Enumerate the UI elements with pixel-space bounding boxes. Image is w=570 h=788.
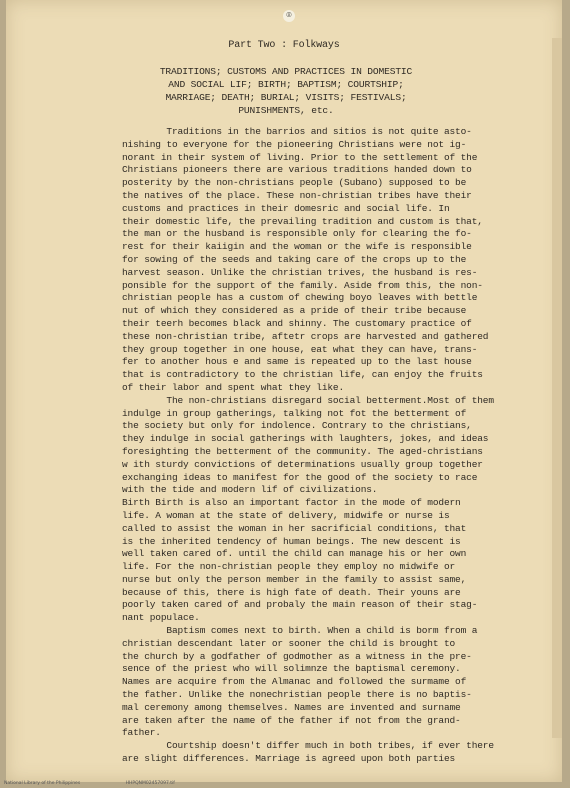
body-line: they group together in one house, eat what they can have, trans-: [122, 343, 478, 355]
body-text: [122, 126, 562, 766]
body-line: mal ceremony among themselves. Names are invented and surname: [122, 701, 461, 713]
body-line: Names are acquire from the Almanac and followed the surmame of: [122, 676, 467, 688]
body-line: called to assist the woman in her sacrificial conditions, that: [122, 522, 467, 534]
body-line: the society but only for indolence. Contrary to the christians,: [122, 420, 472, 432]
body-line: the father. Unlike the nonechristian people there is no baptis-: [122, 689, 472, 701]
body-line: life. For the non-christian people they employ no midwife or: [122, 561, 456, 573]
subhead-line: AND SOCIAL LIF; BIRTH; BAPTISM; COURTSHIP;: [168, 79, 404, 90]
body-line: Baptism comes next to birth. When a child is borm from a: [122, 625, 478, 637]
body-line: they indulge in social gatherings with laughters, jokes, and ideas: [122, 433, 489, 445]
body-line: poorly taken cared of and probaly the main reason of their stag-: [122, 599, 478, 611]
body-line: that is contradictory to the christian life, can enjoy the fruits: [122, 369, 483, 381]
section-subhead: [106, 65, 466, 117]
body-line: Birth Birth is also an important factor in the mode of modern: [122, 497, 461, 509]
body-line: The non-christians disregard social betterment.Most of them: [122, 394, 494, 406]
body-line: Courtship doesn't differ much in both tribes, if ever there: [122, 740, 494, 752]
body-line: posterity by the non-christians people (Subano) supposed to be: [122, 177, 467, 189]
body-line: exchanging ideas to manifest for the good of the society to race: [122, 471, 478, 483]
body-line: nant populace.: [122, 612, 200, 624]
body-line: rest for their kaiigin and the woman or the wife is responsible: [122, 241, 472, 253]
body-line: harvest season. Unlike the christian trives, the husband is res-: [122, 266, 478, 278]
body-line: life. A woman at the state of delivery, midwife or nurse is: [122, 509, 450, 521]
body-line: nishing to everyone for the pioneering Christians were not ig-: [122, 138, 467, 150]
page-title: Part Two : Folkways: [228, 40, 340, 51]
body-line: with the tide and modern lif of civilizations.: [122, 484, 378, 496]
subhead-line: TRADITIONS; CUSTOMS AND PRACTICES IN DOMESTIC: [159, 66, 413, 77]
body-line: indulge in group gatherings, talking not fot the betterment of: [122, 407, 467, 419]
body-line: the man or the husband is responsible only for clearing the fo-: [122, 228, 472, 240]
body-line: these non-christian tribe, aftetr crops are harvested and gathered: [122, 330, 489, 342]
body-line: well taken cared of. until the child can manage his or her own: [122, 548, 467, 560]
body-line: for sowing of the seeds and taking care of the crops up to the: [122, 253, 467, 265]
subhead-line: PUNISHMENTS, etc.: [238, 105, 334, 116]
body-line: ponsible for the support of the family. Aside from this, the non-: [122, 279, 483, 291]
body-line: w ith sturdy convictions of determinations usually group together: [122, 458, 483, 470]
body-line: because of this, there is high fate of death. Their youns are: [122, 586, 461, 598]
body-line: nut of which they considered as a pride of their tribe because: [122, 305, 467, 317]
body-line: their teerh becomes black and shinny. The customary practice of: [122, 317, 472, 329]
body-line: norant in their system of living. Prior to the settlement of the: [122, 151, 478, 163]
body-line: fer to another hous e and same is repeated up to the last house: [122, 356, 472, 368]
body-line: sence of the priest who will solimnze the baptismal ceremony.: [122, 663, 461, 675]
footer-source: National Library of the Philippines: [4, 781, 81, 786]
document-page: [6, 0, 562, 782]
body-line: are taken after the name of the father if not from the grand-: [122, 714, 461, 726]
body-line: Christians pioneers there are various traditions handed down to: [122, 164, 472, 176]
body-line: christian descendant later or sooner the child is brought to: [122, 637, 456, 649]
body-line: their domestic life, the prevailing tradition and custom is that,: [122, 215, 483, 227]
body-line: Traditions in the barrios and sitios is not quite asto-: [122, 126, 472, 137]
body-line: nurse but only the person member in the family to assist same,: [122, 573, 467, 585]
body-line: of their labor and spent what they like.: [122, 381, 345, 393]
body-line: are slight differences. Marriage is agreed upon both parties: [122, 753, 456, 765]
page-marker-icon: ⌾: [283, 10, 295, 22]
body-line: the natives of the place. These non-christian tribes have their: [122, 189, 472, 201]
body-line: customs and practices in their domesric and social life. In: [122, 202, 450, 214]
subhead-line: MARRIAGE; DEATH; BURIAL; VISITS; FESTIVALS;: [165, 92, 407, 103]
scan-footer: [0, 781, 570, 786]
footer-filename: HHPQNM02457097.tif: [125, 781, 175, 786]
body-line: christian people has a custom of chewing boyo leaves with bettle: [122, 292, 478, 304]
body-line: the church by a godfather of godmother as a witness in the pre-: [122, 650, 472, 662]
body-line: is the inherited tendency of human beings. The new descent is: [122, 535, 461, 547]
body-line: father.: [122, 727, 161, 739]
body-line: foresighting the betterment of the community. The aged-christians: [122, 445, 483, 457]
